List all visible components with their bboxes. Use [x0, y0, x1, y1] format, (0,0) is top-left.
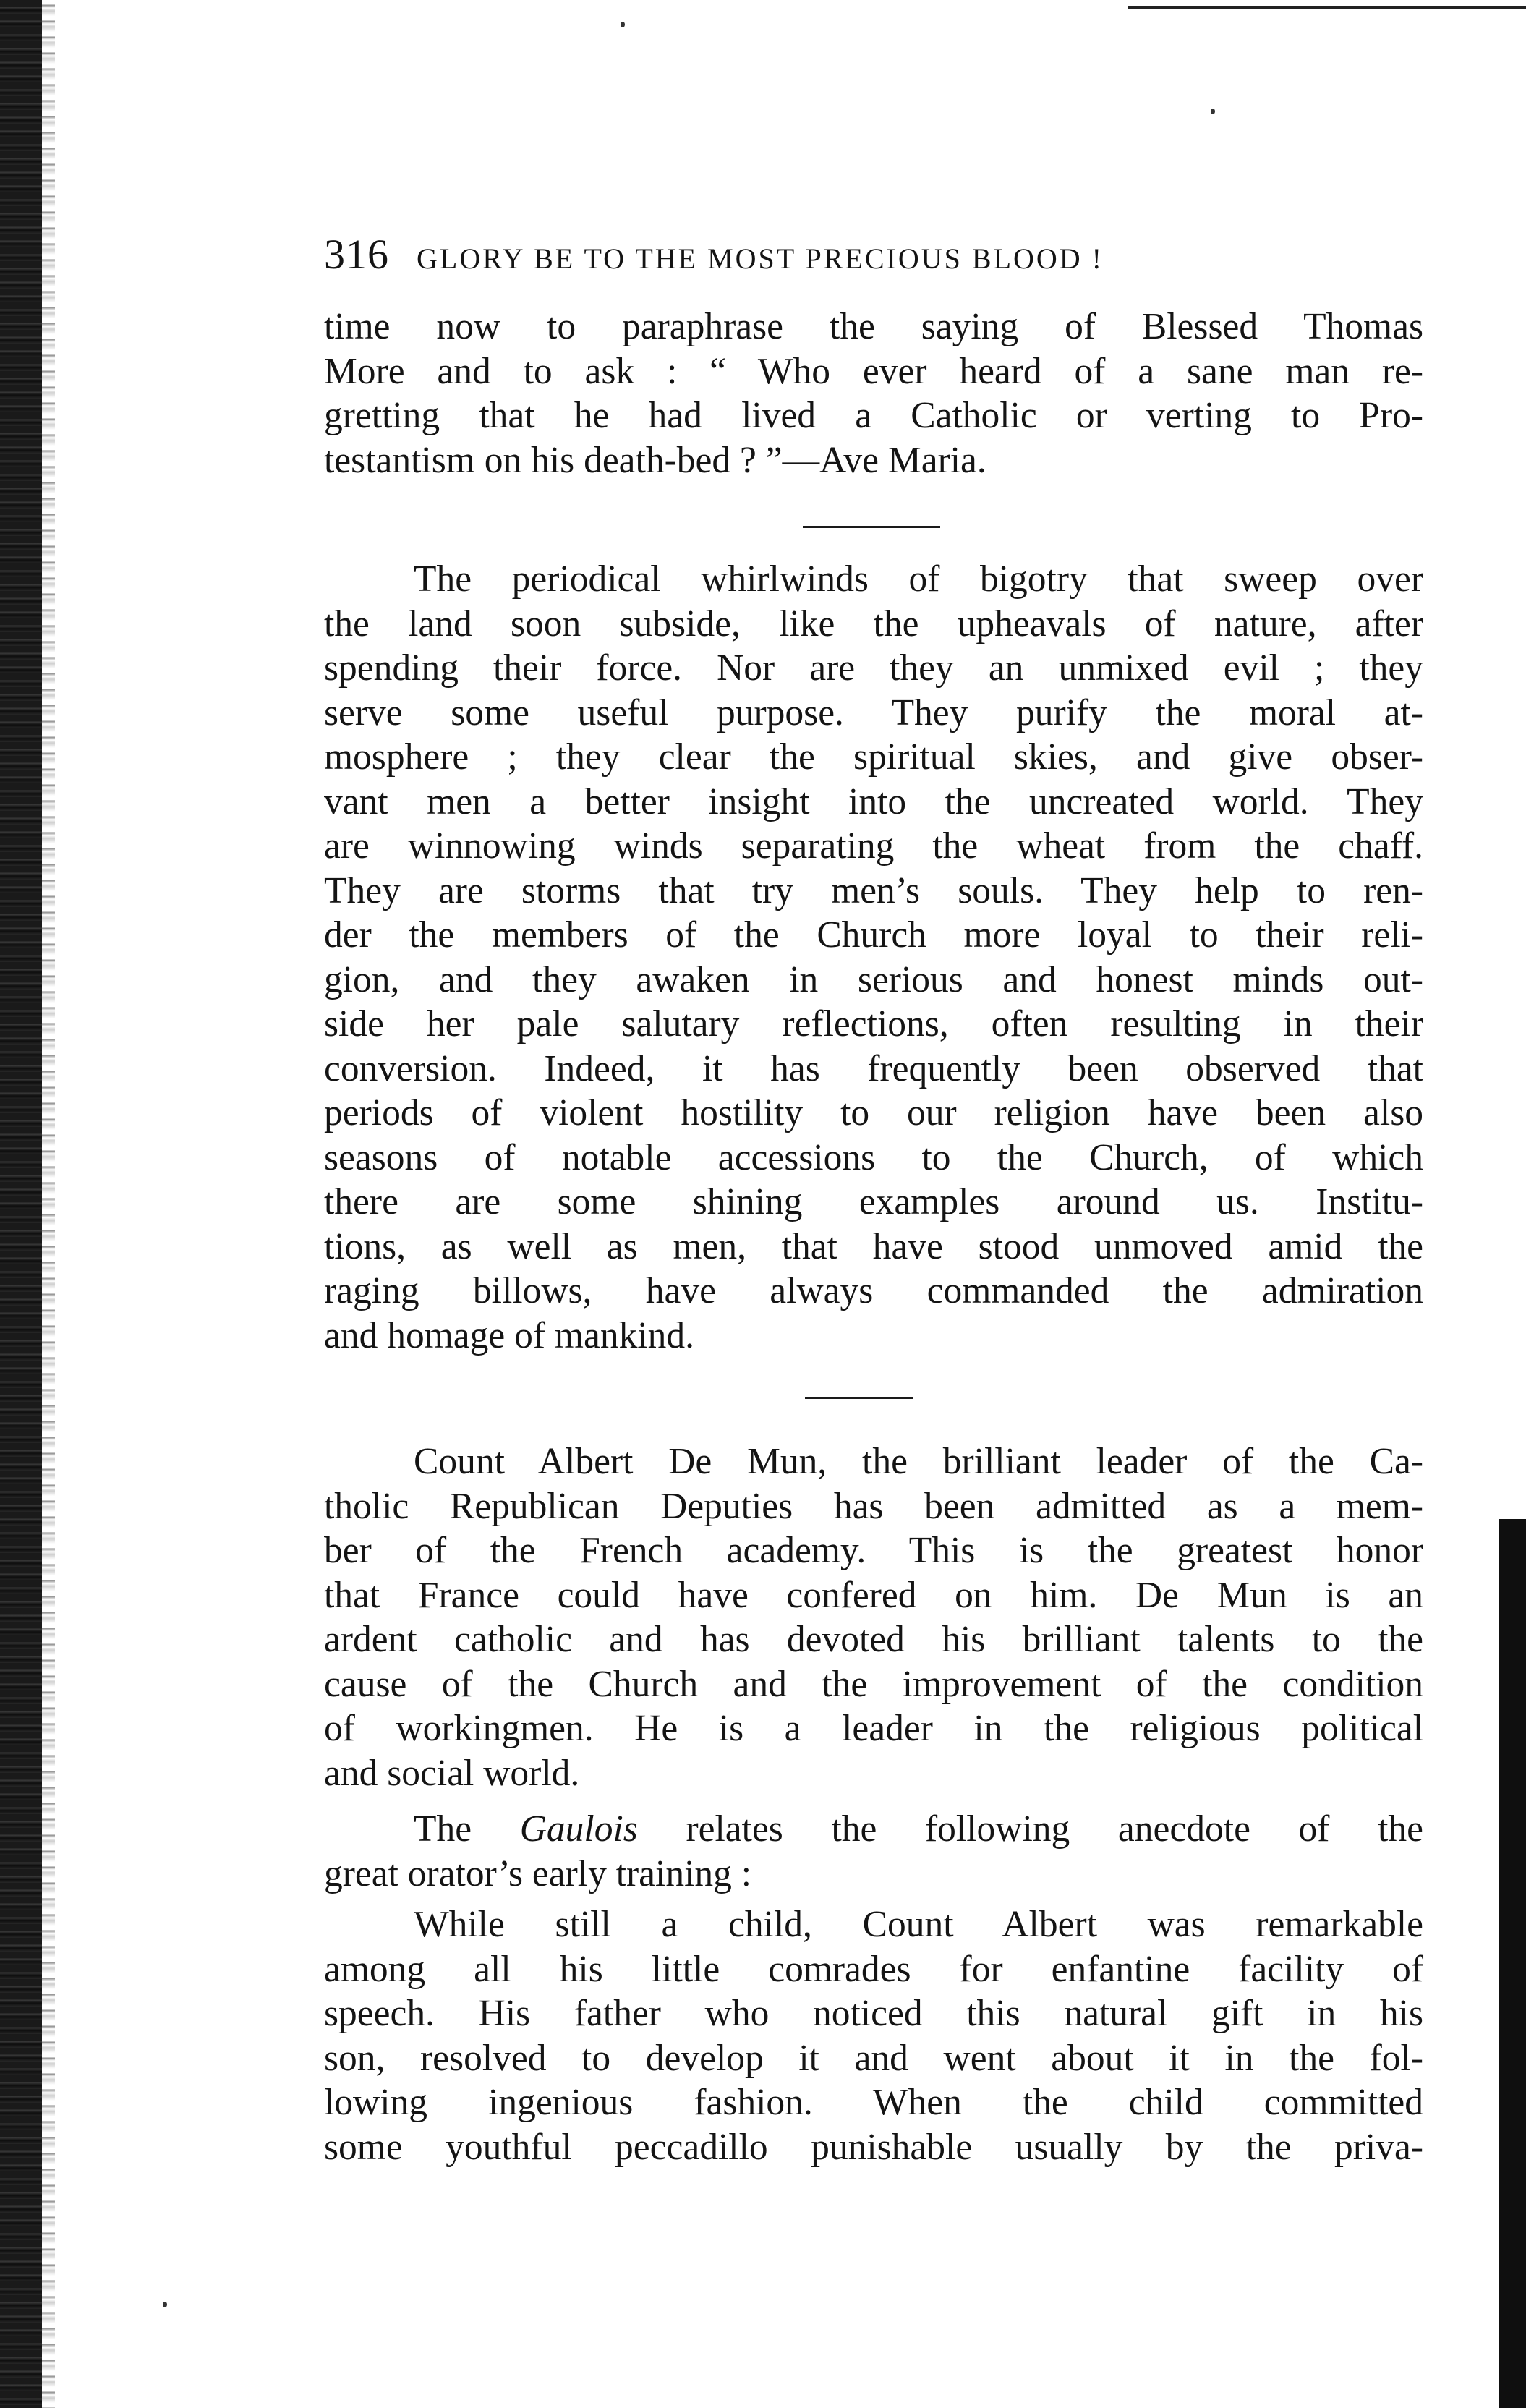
text-line: and social world. — [324, 1752, 580, 1794]
page-number: 316 — [324, 231, 389, 278]
text-line: While still a child, Count Albert was remarkable — [414, 1904, 1423, 1945]
text-line: some youthful peccadillo punishable usually by the priva- — [324, 2126, 1423, 2168]
text-line: vant men a better insight into the uncreated world. They — [324, 780, 1423, 822]
text-line: ardent catholic and has devoted his brilliant talents to the — [324, 1619, 1423, 1660]
text-line: speech. His father who noticed this natural gift in his — [324, 1993, 1423, 2034]
text-line: are winnowing winds separating the wheat from the chaff. — [324, 825, 1423, 867]
text-line: seasons of notable accessions to the Church, of which — [324, 1136, 1423, 1178]
text-line: great orator’s early training : — [324, 1852, 752, 1894]
text-line: of workingmen. He is a leader in the religious political — [324, 1708, 1423, 1749]
newspaper-title: Gaulois — [519, 1808, 638, 1850]
text-line: tions, as well as men, that have stood unmoved amid the — [324, 1225, 1423, 1267]
text-line: spending their force. Nor are they an unmixed evil ; they — [324, 647, 1423, 689]
paragraph-gaulois — [324, 1807, 1423, 1896]
text-line: and homage of mankind. — [324, 1314, 695, 1356]
text-line: testantism on his death-bed ? ”—Ave Maria. — [324, 439, 986, 481]
running-title: GLORY BE TO THE MOST PRECIOUS BLOOD ! — [417, 242, 1104, 275]
text-line: Count Albert De Mun, the brilliant leader of the Ca- — [414, 1441, 1423, 1482]
text-line: raging billows, have always commanded the admiration — [324, 1270, 1423, 1311]
text-line: More and to ask : “ Who ever heard of a sane man re- — [324, 350, 1423, 392]
scan-speck — [621, 22, 625, 27]
text-line: time now to paraphrase the saying of Blessed Thomas — [324, 306, 1423, 347]
text-line: ber of the French academy. This is the greatest honor — [324, 1530, 1423, 1571]
text-line: that France could have confered on him. De Mun is an — [324, 1574, 1423, 1616]
text-line: They are storms that try men’s souls. They help to ren- — [324, 869, 1423, 911]
text-line: the land soon subside, like the upheavals of nature, after — [324, 603, 1423, 644]
scan-speck — [163, 2302, 167, 2307]
text-line: lowing ingenious fashion. When the child committed — [324, 2082, 1423, 2123]
text-line: there are some shining examples around us. Institu- — [324, 1181, 1423, 1222]
text-line: serve some useful purpose. They purify the moral at- — [324, 692, 1423, 733]
text-line — [324, 1807, 1423, 1852]
scan-speck — [1211, 109, 1215, 114]
binding-edge — [0, 0, 51, 2408]
text-line: der the members of the Church more loyal to their reli- — [324, 914, 1423, 956]
text-fragment: The — [414, 1808, 472, 1850]
scan-edge-bar — [1499, 1519, 1526, 2408]
paragraph-continuation — [324, 305, 1423, 482]
text-line: cause of the Church and the improvement of the condition — [324, 1663, 1423, 1705]
text-line: periods of violent hostility to our religion have been also — [324, 1092, 1423, 1133]
paragraph-childhood — [324, 1902, 1423, 2169]
text-line: gion, and they awaken in serious and honest minds out- — [324, 958, 1423, 1000]
text-line: mosphere ; they clear the spiritual skies, and give obser- — [324, 736, 1423, 778]
text-fragment: relates the following anecdote of the — [686, 1808, 1424, 1850]
text-line: conversion. Indeed, it has frequently been observed that — [324, 1047, 1423, 1089]
section-divider — [803, 526, 940, 528]
text-line: tholic Republican Deputies has been admitted as a mem- — [324, 1485, 1423, 1527]
top-edge-rule — [1128, 6, 1526, 9]
text-line: among all his little comrades for enfantine facility of — [324, 1948, 1423, 1990]
paragraph-bigotry — [324, 557, 1423, 1358]
section-divider — [805, 1397, 913, 1399]
text-line: The periodical whirlwinds of bigotry that sweep over — [414, 558, 1423, 600]
paragraph-de-mun — [324, 1439, 1423, 1795]
text-line: side her pale salutary reflections, often resulting in their — [324, 1003, 1423, 1045]
text-line: gretting that he had lived a Catholic or verting to Pro- — [324, 395, 1423, 436]
text-line: son, resolved to develop it and went about it in the fol- — [324, 2037, 1423, 2079]
running-head — [324, 230, 1423, 281]
